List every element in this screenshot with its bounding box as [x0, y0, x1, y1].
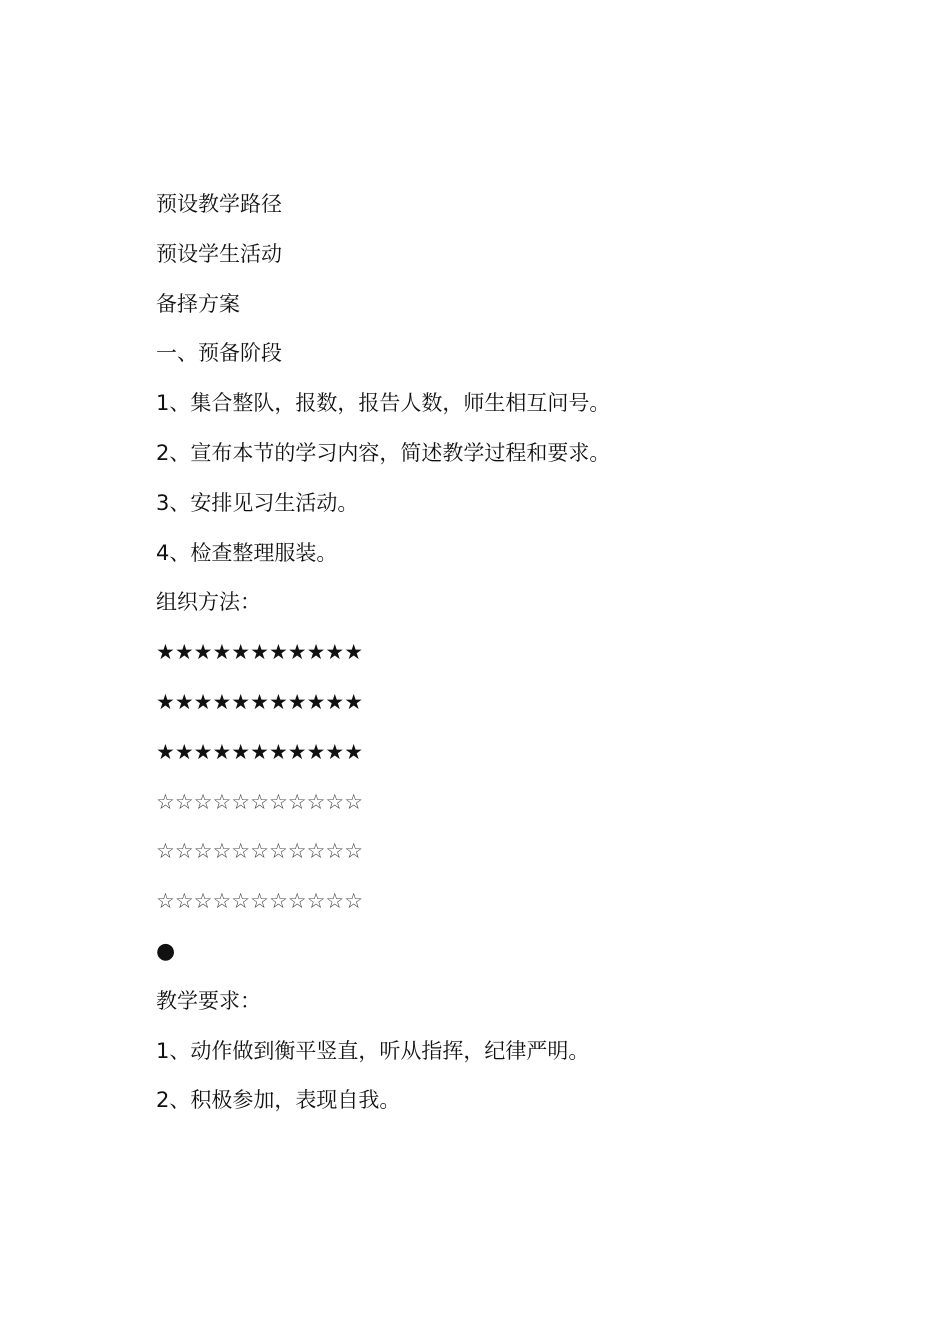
preparation-item-2: 2、宣布本节的学习内容，简述教学过程和要求。 — [156, 440, 611, 465]
document-body — [156, 180, 856, 1126]
teaching-path-heading: 预设教学路径 — [156, 192, 282, 216]
formation-row-filled-1: ★★★★★★★★★★★ — [156, 640, 364, 665]
preparation-item-1: 1、集合整队，报数，报告人数，师生相互问号。 — [156, 391, 611, 416]
formation-row-outline-3: ☆☆☆☆☆☆☆☆☆☆☆ — [156, 889, 364, 914]
formation-row-outline-1: ☆☆☆☆☆☆☆☆☆☆☆ — [156, 789, 364, 814]
teaching-requirements-label: 教学要求： — [156, 988, 261, 1013]
student-activity-heading: 预设学生活动 — [156, 241, 282, 266]
formation-row-outline-2: ☆☆☆☆☆☆☆☆☆☆☆ — [156, 839, 364, 864]
requirement-item-2: 2、积极参加，表现自我。 — [156, 1088, 401, 1113]
formation-row-filled-2: ★★★★★★★★★★★ — [156, 689, 364, 714]
alternative-plan-heading: 备择方案 — [156, 291, 240, 316]
preparation-item-3: 3、安排见习生活动。 — [156, 490, 359, 515]
requirement-item-1: 1、动作做到衡平竖直，听从指挥，纪律严明。 — [156, 1038, 590, 1063]
teacher-position-marker: ● — [156, 938, 176, 964]
organization-method-label: 组织方法： — [156, 590, 261, 615]
preparation-item-4: 4、检查整理服装。 — [156, 540, 338, 565]
preparation-stage-heading: 一、预备阶段 — [156, 341, 282, 366]
formation-row-filled-3: ★★★★★★★★★★★ — [156, 739, 364, 764]
